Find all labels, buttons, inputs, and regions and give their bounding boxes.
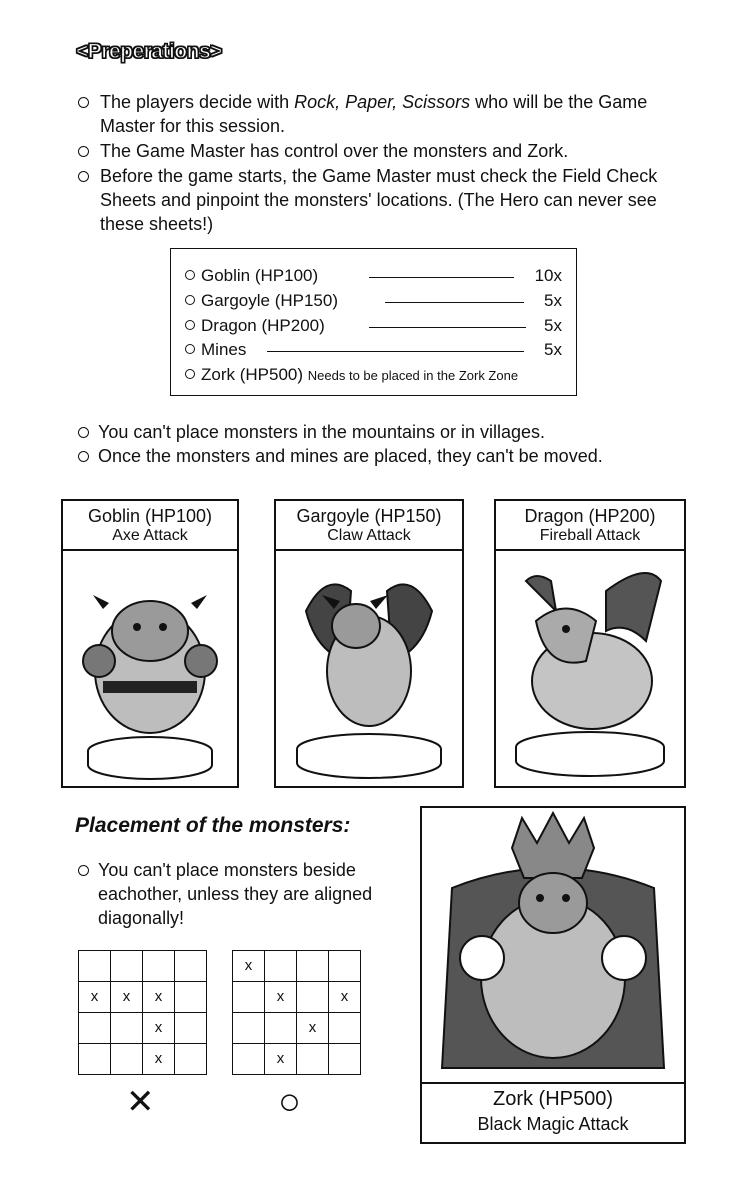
circle-bullet-icon — [185, 295, 195, 305]
valid-placement-grid — [232, 950, 361, 1075]
grid-cell — [329, 951, 361, 982]
correct-mark-icon: ○ — [278, 1081, 301, 1123]
gargoyle-card — [274, 499, 464, 788]
grid-cell — [265, 1013, 297, 1044]
grid-cell — [233, 1013, 265, 1044]
card-name: Dragon (HP200) — [524, 506, 656, 526]
table-row — [185, 291, 562, 313]
grid-cell — [233, 1044, 265, 1075]
grid-cell — [297, 951, 329, 982]
card-name: Zork (HP500) — [492, 1088, 614, 1110]
card-attack: Claw Attack — [327, 527, 411, 544]
invalid-placement-grid — [78, 950, 207, 1075]
table-row — [185, 340, 562, 362]
incorrect-mark-icon: ✕ — [126, 1083, 155, 1121]
leader-line — [385, 302, 524, 303]
grid-cell — [175, 1013, 207, 1044]
grid-cell — [329, 1044, 361, 1075]
placement-rules — [78, 858, 398, 930]
table-row — [185, 316, 562, 338]
leader-line — [369, 327, 526, 328]
row-name: Zork (HP500) — [201, 365, 304, 384]
zork-figure-icon — [422, 808, 684, 1084]
circle-bullet-icon — [185, 344, 195, 354]
rules-list — [78, 420, 698, 468]
row-count: 10x — [534, 266, 562, 285]
row-name: Mines — [201, 340, 247, 359]
circle-bullet-icon — [185, 369, 195, 379]
grid-cell — [175, 982, 207, 1013]
grid-cell: x — [111, 982, 143, 1013]
grid-cell — [175, 951, 207, 982]
grid-cell — [175, 1044, 207, 1075]
bullet-emphasis: Rock, Paper, Scissors — [294, 92, 471, 112]
row-count: 5x — [544, 340, 562, 359]
list-item: Before the game starts, the Game Master must check the Field Check Sheets and pinpoint the monsters' locations. (The Hero can never see these sheets!) — [78, 164, 678, 236]
dragon-figure-icon — [496, 551, 684, 786]
list-item: You can't place monsters beside eachother, unless they are aligned diagonally! — [78, 858, 398, 930]
grid-cell: x — [79, 982, 111, 1013]
grid-cell — [297, 982, 329, 1013]
gargoyle-figure-icon — [276, 551, 462, 786]
list-item: The Game Master has control over the monsters and Zork. — [78, 139, 678, 163]
row-count: 5x — [544, 291, 562, 310]
zork-label — [422, 1086, 684, 1136]
grid-cell — [111, 1013, 143, 1044]
setup-table — [170, 248, 577, 396]
card-name: Goblin (HP100) — [87, 506, 213, 526]
grid-cell — [79, 1044, 111, 1075]
bullet-text: The players decide with — [100, 92, 295, 112]
dragon-card — [494, 499, 686, 788]
row-note: Needs to be placed in the Zork Zone — [307, 368, 519, 383]
card-name: Gargoyle (HP150) — [296, 506, 442, 526]
grid-cell: x — [143, 982, 175, 1013]
grid-cell — [79, 951, 111, 982]
grid-cell — [233, 982, 265, 1013]
list-item: You can't place monsters in the mountains or in villages. — [78, 420, 698, 444]
grid-cell — [143, 951, 175, 982]
card-attack: Black Magic Attack — [477, 1114, 629, 1134]
row-name: Dragon (HP200) — [201, 316, 325, 335]
leader-line — [267, 351, 524, 352]
circle-bullet-icon — [185, 270, 195, 280]
grid-cell: x — [265, 982, 297, 1013]
grid-cell: x — [143, 1013, 175, 1044]
card-attack: Axe Attack — [112, 527, 188, 544]
card-header — [496, 501, 684, 551]
card-attack: Fireball Attack — [539, 527, 641, 544]
grid-cell — [329, 1013, 361, 1044]
list-item: Once the monsters and mines are placed, they can't be moved. — [78, 444, 698, 468]
grid-cell: x — [233, 951, 265, 982]
goblin-figure-icon — [63, 551, 237, 786]
bullet-text: who will be the Game Master for this session. — [100, 92, 648, 136]
grid-cell: x — [297, 1013, 329, 1044]
goblin-card — [61, 499, 239, 788]
grid-cell: x — [329, 982, 361, 1013]
preparation-list — [78, 90, 678, 237]
page-title: <Preperations> — [76, 40, 222, 63]
grid-cell — [111, 1044, 143, 1075]
table-row — [185, 365, 562, 387]
table-row — [185, 266, 562, 288]
card-header — [63, 501, 237, 551]
grid-cell: x — [143, 1044, 175, 1075]
grid-cell — [265, 951, 297, 982]
row-count: 5x — [544, 316, 562, 335]
grid-cell — [297, 1044, 329, 1075]
card-header — [276, 501, 462, 551]
zork-card — [420, 806, 686, 1144]
row-name: Gargoyle (HP150) — [201, 291, 339, 310]
row-name: Goblin (HP100) — [201, 266, 319, 285]
grid-cell: x — [265, 1044, 297, 1075]
list-item — [78, 90, 678, 138]
grid-cell — [79, 1013, 111, 1044]
circle-bullet-icon — [185, 320, 195, 330]
grid-cell — [111, 951, 143, 982]
leader-line — [369, 277, 514, 278]
placement-title: Placement of the monsters: — [75, 814, 351, 837]
